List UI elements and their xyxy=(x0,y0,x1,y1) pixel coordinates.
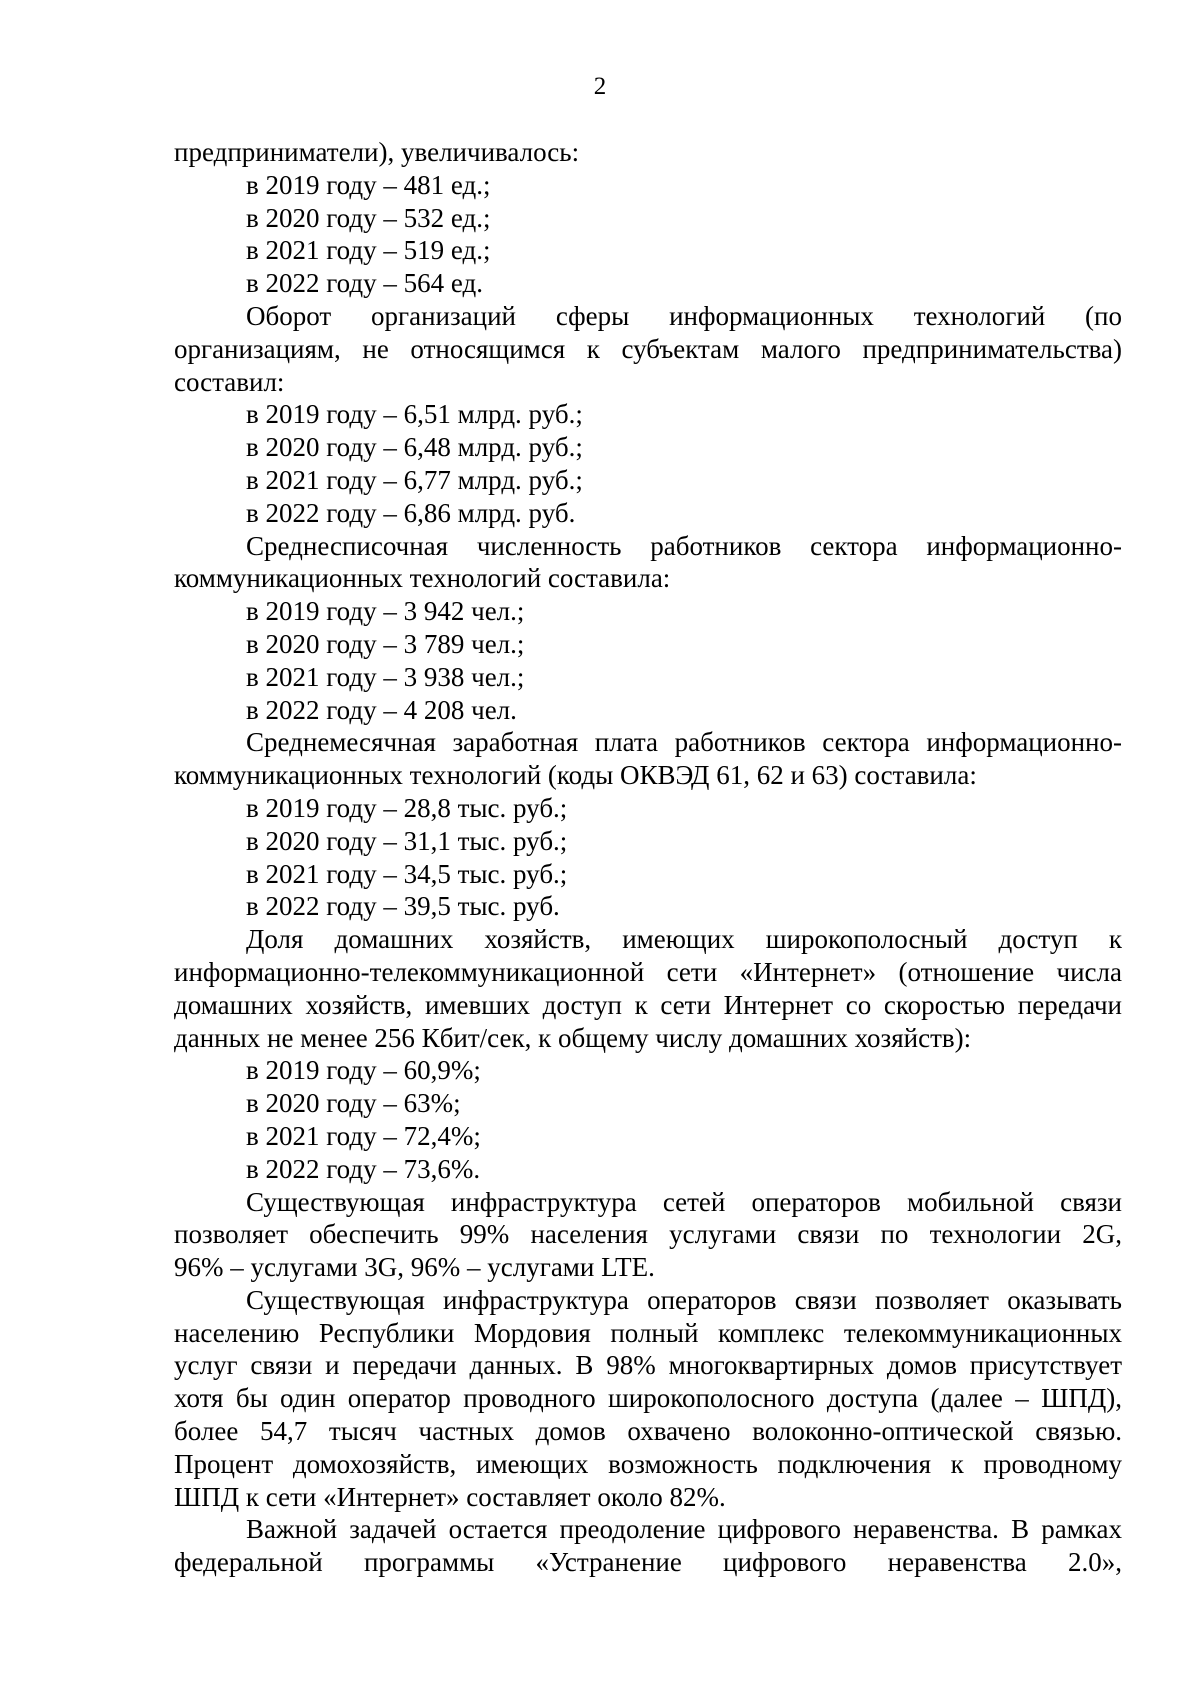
list-item: в 2021 году – 519 ед.; xyxy=(246,235,491,266)
paragraph-line: Среднесписочная численность работников сектора информационно- xyxy=(246,530,1122,561)
list-item: в 2019 году – 481 ед.; xyxy=(246,169,491,200)
list-item: в 2022 году – 4 208 чел. xyxy=(246,694,517,725)
paragraph-line: позволяет обеспечить 99% населения услугами связи по технологии 2G, xyxy=(174,1219,1122,1250)
paragraph-line: данных не менее 256 Кбит/сек, к общему числу домашних хозяйств): xyxy=(174,1022,972,1053)
list-item: в 2022 году – 39,5 тыс. руб. xyxy=(246,891,560,922)
list-item: в 2021 году – 6,77 млрд. руб.; xyxy=(246,464,583,495)
list-item: в 2020 году – 63%; xyxy=(246,1088,461,1119)
page-number: 2 xyxy=(593,73,607,100)
list-item: в 2019 году – 6,51 млрд. руб.; xyxy=(246,399,583,430)
paragraph-line: составил: xyxy=(174,366,285,397)
paragraph-line: хотя бы один оператор проводного широкополосного доступа (далее – ШПД), xyxy=(174,1383,1122,1414)
paragraph-line: домашних хозяйств, имевших доступ к сети Интернет со скоростью передачи xyxy=(174,989,1122,1020)
list-item: в 2019 году – 60,9%; xyxy=(246,1055,481,1086)
paragraph-line: Существующая инфраструктура сетей операторов мобильной связи xyxy=(246,1186,1122,1217)
list-item: в 2022 году – 73,6%. xyxy=(246,1153,481,1184)
paragraph-line: Оборот организаций сферы информационных технологий (по xyxy=(246,300,1122,331)
list-item: в 2021 году – 34,5 тыс. руб.; xyxy=(246,858,568,889)
paragraph-line: населению Республики Мордовия полный комплекс телекоммуникационных xyxy=(174,1317,1122,1348)
list-item: в 2021 году – 3 938 чел.; xyxy=(246,661,525,692)
paragraph-line: Важной задачей остается преодоление цифрового неравенства. В рамках xyxy=(246,1514,1122,1545)
list-item: в 2021 году – 72,4%; xyxy=(246,1120,481,1151)
paragraph-line: Процент домохозяйств, имеющих возможность подключения к проводному xyxy=(174,1448,1122,1479)
list-item: в 2020 году – 3 789 чел.; xyxy=(246,628,525,659)
list-item: в 2020 году – 31,1 тыс. руб.; xyxy=(246,825,568,856)
paragraph-line: организациям, не относящимся к субъектам малого предпринимательства) xyxy=(174,333,1122,364)
text-line: предприниматели), увеличивалось: xyxy=(174,137,580,167)
paragraph-line: коммуникационных технологий (коды ОКВЭД 61, 62 и 63) составила: xyxy=(174,760,977,791)
list-item: в 2020 году – 6,48 млрд. руб.; xyxy=(246,432,583,463)
paragraph-line: информационно-телекоммуникационной сети «Интернет» (отношение числа xyxy=(174,956,1122,987)
list-item: в 2022 году – 6,86 млрд. руб. xyxy=(246,497,576,528)
paragraph-line: Среднемесячная заработная плата работников сектора информационно- xyxy=(246,727,1122,758)
document-body xyxy=(174,136,1122,1579)
paragraph-line: услуг связи и передачи данных. В 98% многоквартирных домов присутствует xyxy=(174,1350,1122,1381)
paragraph-line: Существующая инфраструктура операторов связи позволяет оказывать xyxy=(246,1284,1122,1315)
list-item: в 2019 году – 28,8 тыс. руб.; xyxy=(246,792,568,823)
list-item: в 2019 году – 3 942 чел.; xyxy=(246,596,525,627)
paragraph-line: коммуникационных технологий составила: xyxy=(174,563,671,594)
paragraph-line: более 54,7 тысяч частных домов охвачено волоконно-оптической связью. xyxy=(174,1416,1122,1447)
paragraph-line: федеральной программы «Устранение цифрового неравенства 2.0», xyxy=(174,1547,1122,1578)
paragraph-line: 96% – услугами 3G, 96% – услугами LTE. xyxy=(174,1252,655,1283)
paragraph-line: Доля домашних хозяйств, имеющих широкополосный доступ к xyxy=(246,924,1122,955)
paragraph-line: ШПД к сети «Интернет» составляет около 82%. xyxy=(174,1481,726,1512)
list-item: в 2022 году – 564 ед. xyxy=(246,268,483,299)
list-item: в 2020 году – 532 ед.; xyxy=(246,202,491,233)
